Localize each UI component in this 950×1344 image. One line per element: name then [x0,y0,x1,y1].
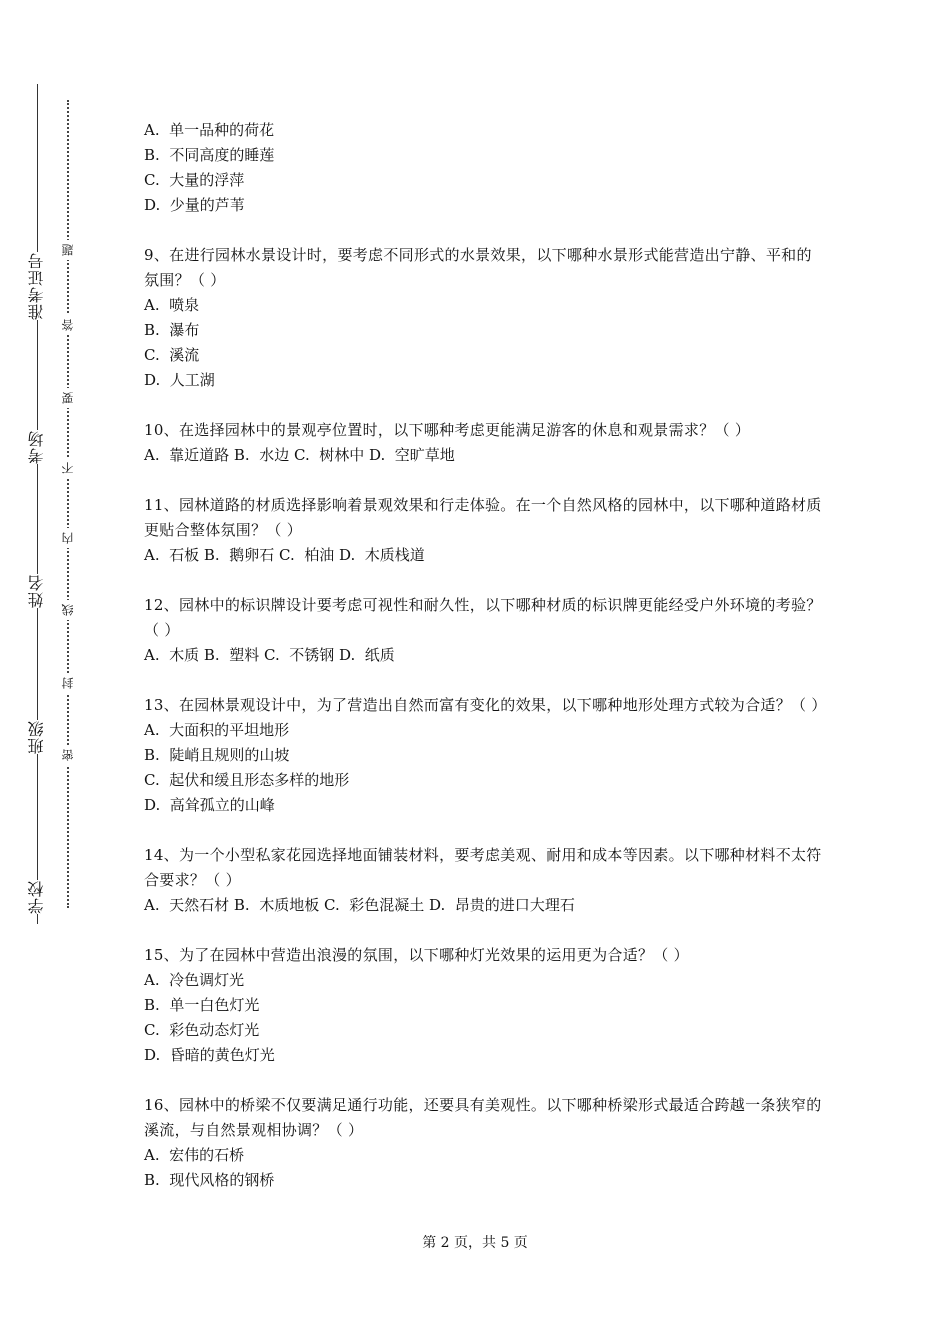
exam-room-label: 考场 [22,430,52,464]
question-stem: 12、园林中的标识牌设计要考虑可视性和耐久性，以下哪种材质的标识牌更能经受户外环境的考验？（ ） [144,596,822,639]
question-content [144,118,827,1218]
question-11 [144,493,824,568]
question-14 [144,843,824,918]
student-name-label: 姓名 [22,574,52,608]
seal-char: 答 [58,315,78,335]
option-a: A. 冷色调灯光 [144,971,245,989]
seal-char: 要 [58,388,78,408]
question-15 [144,943,824,1068]
option-c: C. 大量的浮萍 [144,171,245,189]
seal-char: 密 [58,745,78,765]
option-d: D. 少量的芦苇 [144,196,245,214]
question-12 [144,593,824,668]
option-b: B. 不同高度的睡莲 [144,146,275,164]
option-c: C. 彩色动态灯光 [144,1021,260,1039]
page-footer: 第 2 页，共 5 页 [422,1235,528,1251]
seal-char: 封 [58,673,78,693]
class-label: 班级 [22,720,52,754]
inline-options: A. 石板 B. 鹅卵石 C. 柏油 D. 木质栈道 [144,546,425,564]
question-stem: 15、为了在园林中营造出浪漫的氛围，以下哪种灯光效果的运用更为合适？（ ） [144,946,689,964]
question-stem: 10、在选择园林中的景观亭位置时，以下哪种考虑更能满足游客的休息和观景需求？（ ） [144,421,751,439]
option-b: B. 现代风格的钢桥 [144,1171,275,1189]
seal-char: 线 [58,600,78,620]
exam-number-label: 准考证号 [22,252,52,320]
seal-char: 不 [58,458,78,478]
question-stem: 11、园林道路的材质选择影响着景观效果和行走体验。在一个自然风格的园林中，以下哪种道路材质更贴合整体氛围？（ ） [144,496,822,539]
option-b: B. 陡峭且规则的山坡 [144,746,290,764]
binding-margin [0,0,120,1344]
option-b: B. 瀑布 [144,321,200,339]
carry-over-options [144,118,824,218]
question-9 [144,243,824,393]
option-c: C. 起伏和缓且形态多样的地形 [144,771,350,789]
option-a: A. 单一品种的荷花 [144,121,275,139]
question-stem: 13、在园林景观设计中，为了营造出自然而富有变化的效果，以下哪种地形处理方式较为合适？（ ） [144,696,827,714]
question-stem: 14、为一个小型私家花园选择地面铺装材料，要考虑美观、耐用和成本等因素。以下哪种材料不太符合要求？（ ） [144,846,822,889]
option-d: D. 昏暗的黄色灯光 [144,1046,275,1064]
binding-solid-line [37,84,38,924]
seal-char: 题 [58,240,78,260]
option-a: A. 大面积的平坦地形 [144,721,290,739]
seal-char: 内 [58,528,78,548]
option-d: D. 高耸孤立的山峰 [144,796,275,814]
school-label: 学校 [22,880,52,914]
question-10 [144,418,824,468]
question-16 [144,1093,824,1193]
question-stem: 16、园林中的桥梁不仅要满足通行功能，还要具有美观性。以下哪种桥梁形式最适合跨越一条狭窄的溪流，与自然景观相协调？（ ） [144,1096,822,1139]
question-13 [144,693,827,818]
option-d: D. 人工湖 [144,371,215,389]
inline-options: A. 靠近道路 B. 水边 C. 树林中 D. 空旷草地 [144,446,455,464]
inline-options: A. 天然石材 B. 木质地板 C. 彩色混凝土 D. 昂贵的进口大理石 [144,896,575,914]
inline-options: A. 木质 B. 塑料 C. 不锈钢 D. 纸质 [144,646,395,664]
question-stem: 9、在进行园林水景设计时，要考虑不同形式的水景效果，以下哪种水景形式能营造出宁静、平和的氛围？（ ） [144,246,812,289]
option-c: C. 溪流 [144,346,200,364]
binding-dotted-line [67,100,69,908]
option-a: A. 喷泉 [144,296,200,314]
option-a: A. 宏伟的石桥 [144,1146,245,1164]
option-b: B. 单一白色灯光 [144,996,260,1014]
